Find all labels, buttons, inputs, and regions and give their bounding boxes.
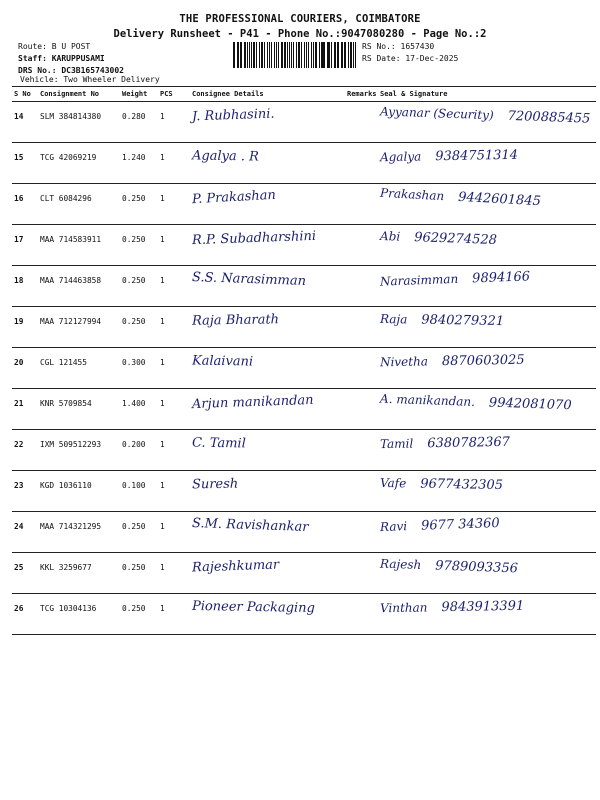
barcode-bar	[308, 42, 309, 68]
row-sno: 14	[12, 102, 38, 143]
barcode-bar	[291, 42, 292, 68]
consignee-handwriting: J. Rubhasini.	[191, 106, 275, 125]
row-seal-signature-cell	[378, 266, 596, 307]
row-consignee-cell	[190, 471, 345, 512]
row-seal-signature-cell	[378, 307, 596, 348]
signature-text: Prakashan	[379, 185, 445, 204]
row-weight: 0.250	[120, 594, 158, 635]
barcode-bar	[276, 42, 278, 68]
barcode-bar	[311, 42, 312, 68]
signature-handwriting	[380, 599, 524, 617]
table-row	[12, 102, 596, 143]
barcode-bar	[240, 42, 242, 68]
row-seal-signature-cell	[378, 430, 596, 471]
row-remarks	[345, 512, 378, 553]
barcode-bar	[304, 42, 305, 68]
row-pcs: 1	[158, 389, 190, 430]
vehicle-text: Vehicle: Two Wheeler Delivery	[20, 75, 160, 84]
signature-handwriting	[380, 148, 518, 165]
barcode-bar	[331, 42, 332, 68]
runsheet-meta-right	[362, 41, 458, 65]
row-consignee-cell	[190, 430, 345, 471]
table-row	[12, 389, 596, 430]
rs-number: RS No.: 1657430	[362, 42, 435, 51]
table-row	[12, 553, 596, 594]
row-sno: 19	[12, 307, 38, 348]
row-weight: 0.250	[120, 184, 158, 225]
row-weight: 1.240	[120, 143, 158, 184]
signature-handwriting	[380, 516, 500, 535]
row-remarks	[345, 225, 378, 266]
table-row	[12, 143, 596, 184]
signature-handwriting	[380, 353, 525, 371]
col-weight: Weight	[120, 87, 158, 102]
signature-phone: 6380782367	[427, 434, 511, 452]
row-remarks	[345, 143, 378, 184]
consignee-handwriting: Agalya . R	[191, 148, 260, 165]
signature-phone: 9942081070	[488, 395, 572, 414]
barcode-bar	[313, 42, 315, 68]
staff-text: Staff: KARUPPUSAMI	[18, 54, 105, 63]
table-header-row	[12, 87, 596, 102]
row-pcs: 1	[158, 225, 190, 266]
barcode-bar	[251, 42, 252, 68]
row-weight: 0.100	[120, 471, 158, 512]
row-consignment-no: MAA 714583911	[38, 225, 120, 266]
row-weight: 0.250	[120, 512, 158, 553]
barcode-bar	[337, 42, 339, 68]
row-seal-signature-cell	[378, 512, 596, 553]
barcode-bar	[259, 42, 260, 68]
consignee-handwriting: Kalaivani	[191, 353, 254, 370]
row-seal-signature-cell	[378, 102, 596, 143]
row-consignee-cell	[190, 225, 345, 266]
row-pcs: 1	[158, 307, 190, 348]
row-weight: 0.250	[120, 307, 158, 348]
barcode-bar	[293, 42, 295, 68]
row-weight: 0.200	[120, 430, 158, 471]
row-remarks	[345, 553, 378, 594]
row-seal-signature-cell	[378, 348, 596, 389]
barcode-bar	[322, 42, 324, 68]
signature-handwriting	[380, 312, 504, 329]
row-sno: 17	[12, 225, 38, 266]
row-sno: 21	[12, 389, 38, 430]
barcode-bar	[342, 42, 343, 68]
barcode-bar	[269, 42, 271, 68]
row-consignment-no: MAA 714321295	[38, 512, 120, 553]
row-pcs: 1	[158, 512, 190, 553]
barcode-bar	[350, 42, 352, 68]
row-remarks	[345, 430, 378, 471]
col-remarks: Remarks	[345, 87, 378, 102]
row-weight: 0.300	[120, 348, 158, 389]
col-sno: S No	[12, 87, 38, 102]
barcode-bar	[287, 42, 288, 68]
signature-handwriting	[380, 229, 497, 248]
signature-handwriting	[380, 104, 591, 126]
table-row	[12, 471, 596, 512]
row-pcs: 1	[158, 553, 190, 594]
consignee-handwriting: Arjun manikandan	[191, 392, 314, 413]
signature-text: Vafe	[379, 475, 407, 491]
row-remarks	[345, 102, 378, 143]
barcode-bar	[327, 42, 328, 68]
signature-phone: 9894166	[471, 269, 531, 287]
row-seal-signature-cell	[378, 143, 596, 184]
runsheet-table	[12, 86, 596, 635]
row-consignment-no: TCG 10304136	[38, 594, 120, 635]
row-sno: 25	[12, 553, 38, 594]
barcode-bar	[341, 42, 342, 68]
row-remarks	[345, 389, 378, 430]
row-consignee-cell	[190, 266, 345, 307]
barcode-bar	[355, 42, 356, 68]
row-consignment-no: KKL 3259677	[38, 553, 120, 594]
row-seal-signature-cell	[378, 389, 596, 430]
barcode-bar	[334, 42, 335, 68]
row-pcs: 1	[158, 471, 190, 512]
signature-text: Rajesh	[379, 556, 422, 573]
row-pcs: 1	[158, 143, 190, 184]
col-pcs: PCS	[158, 87, 190, 102]
row-sno: 15	[12, 143, 38, 184]
row-consignee-cell	[190, 184, 345, 225]
row-consignee-cell	[190, 348, 345, 389]
consignee-handwriting: C. Tamil	[191, 435, 246, 452]
row-consignment-no: MAA 714463858	[38, 266, 120, 307]
signature-phone: 9629274528	[413, 230, 498, 249]
row-pcs: 1	[158, 594, 190, 635]
barcode-bar	[335, 42, 336, 68]
barcode-bar	[328, 42, 330, 68]
signature-text: Abi	[379, 228, 401, 244]
col-consignment: Consignment No	[38, 87, 120, 102]
consignee-handwriting: S.S. Narasimman	[191, 270, 307, 289]
barcode-bar	[306, 42, 308, 68]
row-consignee-cell	[190, 143, 345, 184]
row-consignment-no: CGL 121455	[38, 348, 120, 389]
row-consignment-no: KGD 1036110	[38, 471, 120, 512]
row-sno: 26	[12, 594, 38, 635]
signature-text: Nivetha	[379, 354, 429, 370]
row-consignment-no: MAA 712127994	[38, 307, 120, 348]
row-pcs: 1	[158, 348, 190, 389]
table-row	[12, 348, 596, 389]
table-row	[12, 307, 596, 348]
barcode-bar	[319, 42, 320, 68]
signature-phone: 9677 34360	[420, 515, 500, 534]
barcode-bar	[274, 42, 275, 68]
signature-text: Tamil	[379, 436, 414, 452]
signature-text: Ravi	[379, 519, 408, 535]
row-pcs: 1	[158, 266, 190, 307]
row-weight: 0.280	[120, 102, 158, 143]
row-remarks	[345, 594, 378, 635]
row-weight: 0.250	[120, 266, 158, 307]
row-seal-signature-cell	[378, 594, 596, 635]
row-consignee-cell	[190, 594, 345, 635]
row-remarks	[345, 307, 378, 348]
barcode-bar	[353, 42, 354, 68]
signature-phone: 9789093356	[434, 558, 519, 577]
barcode-bar	[238, 42, 239, 68]
signature-text: Vinthan	[379, 600, 428, 616]
row-consignment-no: IXM 509512293	[38, 430, 120, 471]
signature-text: Ayyanar (Security)	[379, 104, 494, 123]
table-row	[12, 512, 596, 553]
signature-handwriting	[380, 269, 531, 289]
barcode-bar	[237, 42, 238, 68]
consignee-handwriting: S.M. Ravishankar	[191, 515, 309, 536]
row-consignment-no: CLT 6084296	[38, 184, 120, 225]
signature-text: Narasimman	[379, 271, 459, 289]
col-consignee: Consignee Details	[190, 87, 345, 102]
barcode-bar	[264, 42, 265, 68]
row-seal-signature-cell	[378, 553, 596, 594]
signature-phone: 7200885455	[507, 108, 591, 127]
barcode-bar	[261, 42, 263, 68]
route-text: Route: B U POST	[18, 42, 91, 51]
table-row	[12, 184, 596, 225]
row-pcs: 1	[158, 102, 190, 143]
barcode-bar	[244, 42, 246, 68]
barcode-bar	[296, 42, 297, 68]
row-consignment-no: KNR 5709854	[38, 389, 120, 430]
barcode-bar	[281, 42, 283, 68]
signature-phone: 9384751314	[435, 147, 519, 165]
row-weight: 1.400	[120, 389, 158, 430]
row-weight: 0.250	[120, 225, 158, 266]
row-consignee-cell	[190, 553, 345, 594]
row-remarks	[345, 266, 378, 307]
barcode-bar	[249, 42, 250, 68]
signature-phone: 9843913391	[441, 598, 525, 616]
signature-phone: 9442601845	[457, 189, 542, 210]
company-title: THE PROFESSIONAL COURIERS, COIMBATORE	[179, 13, 421, 25]
row-seal-signature-cell	[378, 225, 596, 266]
barcode-bar	[284, 42, 286, 68]
row-consignee-cell	[190, 389, 345, 430]
row-sno: 22	[12, 430, 38, 471]
barcode-bar	[298, 42, 300, 68]
row-remarks	[345, 471, 378, 512]
barcode-bar	[344, 42, 346, 68]
table-row	[12, 225, 596, 266]
consignee-handwriting: Raja Bharath	[191, 312, 280, 329]
signature-handwriting	[380, 186, 541, 209]
barcode-bar	[233, 42, 235, 68]
barcode-bar	[301, 42, 302, 68]
row-sno: 20	[12, 348, 38, 389]
row-remarks	[345, 184, 378, 225]
table-row	[12, 430, 596, 471]
barcode-bar	[256, 42, 258, 68]
row-consignee-cell	[190, 512, 345, 553]
barcode-bar	[315, 42, 317, 68]
signature-handwriting	[380, 557, 518, 577]
row-pcs: 1	[158, 184, 190, 225]
row-sno: 23	[12, 471, 38, 512]
barcode-bar	[253, 42, 255, 68]
row-consignment-no: TCG 42069219	[38, 143, 120, 184]
consignee-handwriting: Rajeshkumar	[191, 557, 280, 576]
row-seal-signature-cell	[378, 184, 596, 225]
runsheet-meta-left	[18, 41, 124, 77]
row-weight: 0.250	[120, 553, 158, 594]
signature-text: Agalya	[379, 149, 422, 165]
barcode	[233, 42, 357, 68]
drs-number: DRS No.: DC3B165743002	[18, 66, 124, 75]
signature-phone: 9677432305	[420, 476, 504, 494]
consignee-handwriting: Pioneer Packaging	[191, 598, 315, 617]
row-sno: 16	[12, 184, 38, 225]
row-consignment-no: SLM 384814380	[38, 102, 120, 143]
table-row	[12, 594, 596, 635]
row-consignee-cell	[190, 102, 345, 143]
barcode-bar	[348, 42, 349, 68]
row-consignee-cell	[190, 307, 345, 348]
table-row	[12, 266, 596, 307]
signature-text: Raja	[379, 311, 408, 327]
row-remarks	[345, 348, 378, 389]
signature-text: A. manikandan.	[379, 391, 476, 409]
signature-handwriting	[380, 435, 510, 452]
signature-phone: 8870603025	[441, 352, 525, 370]
signature-handwriting	[380, 392, 572, 414]
barcode-bar	[267, 42, 268, 68]
runsheet-subtitle: Delivery Runsheet - P41 - Phone No.:9047080280 - Page No.:2	[113, 28, 487, 40]
signature-handwriting	[380, 476, 503, 493]
rs-date: RS Date: 17-Dec-2025	[362, 54, 459, 63]
barcode-bar	[289, 42, 290, 68]
signature-phone: 9840279321	[421, 312, 505, 330]
consignee-handwriting: P. Prakashan	[191, 187, 277, 208]
row-sno: 24	[12, 512, 38, 553]
consignee-handwriting: Suresh	[191, 476, 239, 493]
row-seal-signature-cell	[378, 471, 596, 512]
barcode-bar	[247, 42, 248, 68]
barcode-bar	[278, 42, 279, 68]
barcode-bar	[271, 42, 272, 68]
consignee-handwriting: R.P. Subadharshini	[191, 228, 317, 249]
col-seal-signature: Seal & Signature	[378, 87, 596, 102]
row-sno: 18	[12, 266, 38, 307]
barcode-bar	[321, 42, 322, 68]
row-pcs: 1	[158, 430, 190, 471]
